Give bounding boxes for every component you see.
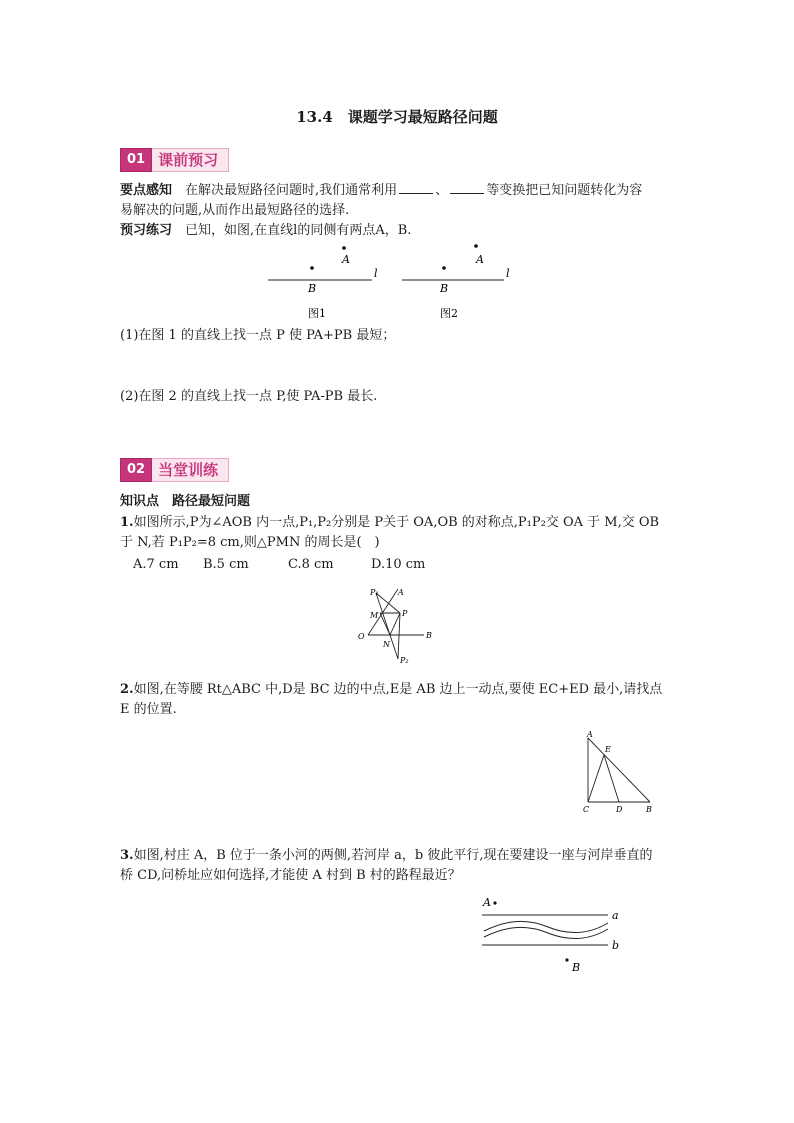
question-3-line2: 桥 CD,问桥址应如何选择,才能使 A 村到 B 村的路程最近？: [120, 868, 461, 883]
segment-p1p2: [376, 593, 398, 659]
practice: [120, 221, 411, 241]
segment-ec: [588, 755, 604, 802]
label-b: B: [426, 631, 432, 640]
key-points-label: 要点感知: [120, 183, 173, 198]
label-a-fig1: A: [342, 253, 350, 266]
label-l-fig2: l: [506, 267, 510, 280]
river-wave-1: [484, 921, 608, 932]
question-number: 3.: [120, 848, 134, 863]
label-b-fig2: B: [440, 282, 449, 295]
label-village-b: B: [572, 961, 581, 974]
question-1-line1: 如图所示,P为∠AOB 内一点,P₁,P₂分别是 P关于 OA,OB 的对称点,P₁P₂交 OA 于 M,交 OB: [133, 515, 660, 530]
section-label: 课前预习: [152, 148, 229, 172]
label-p: P: [402, 609, 408, 618]
point-b-fig1: [310, 266, 314, 270]
label-l-fig1: l: [374, 267, 378, 280]
label-n: N: [383, 640, 390, 649]
key-points-text2: 等变换把已知问题转化为容: [486, 183, 643, 198]
figure-question-2: [578, 728, 663, 818]
section-header-preview: [120, 147, 229, 173]
question-1-line2: 于 N,若 P₁P₂=8 cm,则△PMN 的周长是( ): [120, 535, 380, 550]
label-o: O: [358, 632, 365, 641]
option-b[interactable]: B.5 cm: [203, 557, 249, 572]
river-wave-2: [484, 927, 608, 938]
label-bank-b: b: [612, 939, 620, 952]
label-c: C: [583, 805, 590, 814]
point-village-a: [493, 901, 496, 904]
preview-question-2: (2)在图 2 的直线上找一点 P,使 PA-PB 最长.: [120, 389, 378, 404]
label-p2: P₂: [400, 656, 409, 665]
section-label: 当堂训练: [152, 458, 229, 482]
answer-blank-2[interactable]: [450, 181, 484, 194]
label-b: B: [646, 805, 652, 814]
practice-text: 已知，如图,在直线l的同侧有两点A，B.: [185, 223, 412, 238]
label-bank-a: a: [612, 909, 619, 922]
label-a: A: [398, 588, 404, 597]
label-e: E: [605, 745, 611, 754]
label-p1: P₁: [370, 588, 379, 597]
preview-question-1: (1)在图 1 的直线上找一点 P 使 PA+PB 最短；: [120, 328, 396, 343]
question-2: [120, 680, 690, 720]
label-village-a: A: [483, 896, 491, 909]
question-number: 2.: [120, 682, 134, 697]
key-points: [120, 181, 680, 221]
point-b-fig2: [442, 266, 446, 270]
answer-blank-1[interactable]: [399, 181, 433, 194]
section-number: 01: [120, 148, 152, 172]
point-a-fig1: [342, 246, 346, 250]
label-d: D: [616, 805, 623, 814]
label-a: A: [587, 730, 593, 739]
figure-question-1: [350, 583, 440, 668]
option-a[interactable]: A.7 cm: [133, 557, 179, 572]
point-village-b: [565, 958, 568, 961]
section-header-practice: [120, 457, 229, 483]
label-a-fig2: A: [476, 253, 484, 266]
label-m: M: [370, 611, 379, 620]
caption-fig1: 图1: [308, 307, 326, 320]
question-2-line1: 如图,在等腰 Rt△ABC 中,D是 BC 边的中点,E是 AB 边上一动点,要使 EC+ED 最小,请找点: [133, 682, 663, 697]
figure-question-3: [478, 893, 628, 975]
option-c[interactable]: C.8 cm: [288, 557, 334, 572]
caption-fig2: 图2: [440, 307, 458, 320]
key-points-text3: 易解决的问题,从而作出最短路径的选择.: [120, 203, 350, 218]
question-3-line1: 如图,村庄 A，B 位于一条小河的两侧,若河岸 a，b 彼此平行,现在要建设一座与河岸垂直的: [133, 848, 653, 863]
practice-label: 预习练习: [120, 223, 173, 238]
question-3: [120, 846, 690, 886]
figure-1: [268, 246, 378, 320]
section-number: 02: [120, 458, 152, 482]
label-b-fig1: B: [308, 282, 317, 295]
segment-pp2: [398, 613, 400, 659]
figure-1-2: [260, 240, 530, 325]
separator: 、: [435, 183, 449, 198]
segment-mn: [380, 613, 390, 635]
option-d[interactable]: D.10 cm: [371, 557, 426, 572]
question-2-line2: E 的位置.: [120, 702, 177, 717]
question-1: [120, 513, 690, 553]
key-points-text1: 在解决最短路径问题时,我们通常利用: [185, 183, 398, 198]
question-number: 1.: [120, 515, 134, 530]
point-a-fig2: [474, 244, 478, 248]
side-ab: [588, 738, 650, 802]
figure-2: [402, 244, 510, 320]
segment-pn: [390, 613, 400, 635]
page-title: 13.4 课题学习最短路径问题: [296, 108, 498, 126]
knowledge-point: 知识点 路径最短问题: [120, 494, 251, 509]
